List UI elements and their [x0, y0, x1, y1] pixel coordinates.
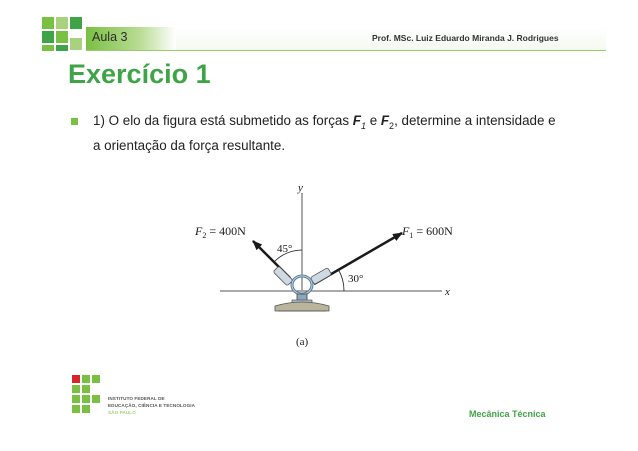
exercise-statement: [93, 111, 563, 155]
lesson-label: Aula 3: [92, 30, 128, 44]
support-base: [275, 302, 329, 311]
figure-caption: (a): [296, 336, 309, 348]
force-diagram: [180, 180, 480, 355]
force-f1-label: [401, 224, 453, 240]
force-f2-symbol: F: [195, 224, 203, 238]
x-axis-label: x: [445, 286, 450, 298]
y-axis-label: y: [298, 182, 303, 194]
statement-part-2: e: [365, 113, 381, 128]
angle-label-45: 45°: [277, 243, 293, 255]
force-f2-label: [194, 224, 246, 240]
force-f1-sub: 1: [409, 231, 414, 240]
force-f1-subscript: 1: [360, 120, 366, 131]
header-logo-squares: [0, 0, 90, 56]
force-f2-value: = 400N: [206, 224, 246, 238]
force-f2-subscript: 2: [389, 120, 395, 131]
bullet-marker: [71, 118, 78, 125]
institute-name-line-2: EDUCAÇÃO, CIÊNCIA E TECNOLOGIA: [108, 403, 196, 408]
force-f2-sub: 2: [202, 231, 207, 240]
header-divider: [86, 50, 606, 51]
force-f2-letter: F: [380, 113, 390, 128]
statement-part-3: , determine a intensidade e a orientação da força resultante.: [93, 113, 556, 153]
angle-label-30: 30°: [348, 273, 364, 285]
force-f1-symbol: F: [402, 224, 410, 238]
professor-name: Prof. MSc. Luiz Eduardo Miranda J. Rodrigues: [372, 33, 559, 43]
force-f1-value: = 600N: [413, 224, 453, 238]
angle-arc-30: [338, 269, 344, 291]
statement-part-1: 1) O elo da figura está submetido as forças: [93, 113, 353, 128]
institute-name-line-3: SÃO PAULO: [108, 410, 136, 415]
institute-logo: [70, 373, 110, 419]
course-name: Mecânica Técnica: [469, 409, 546, 419]
force-f1-letter: F: [352, 113, 361, 128]
institute-name-line-1: INSTITUTO FEDERAL DE: [108, 396, 165, 401]
slide-title: Exercício 1: [68, 59, 211, 89]
